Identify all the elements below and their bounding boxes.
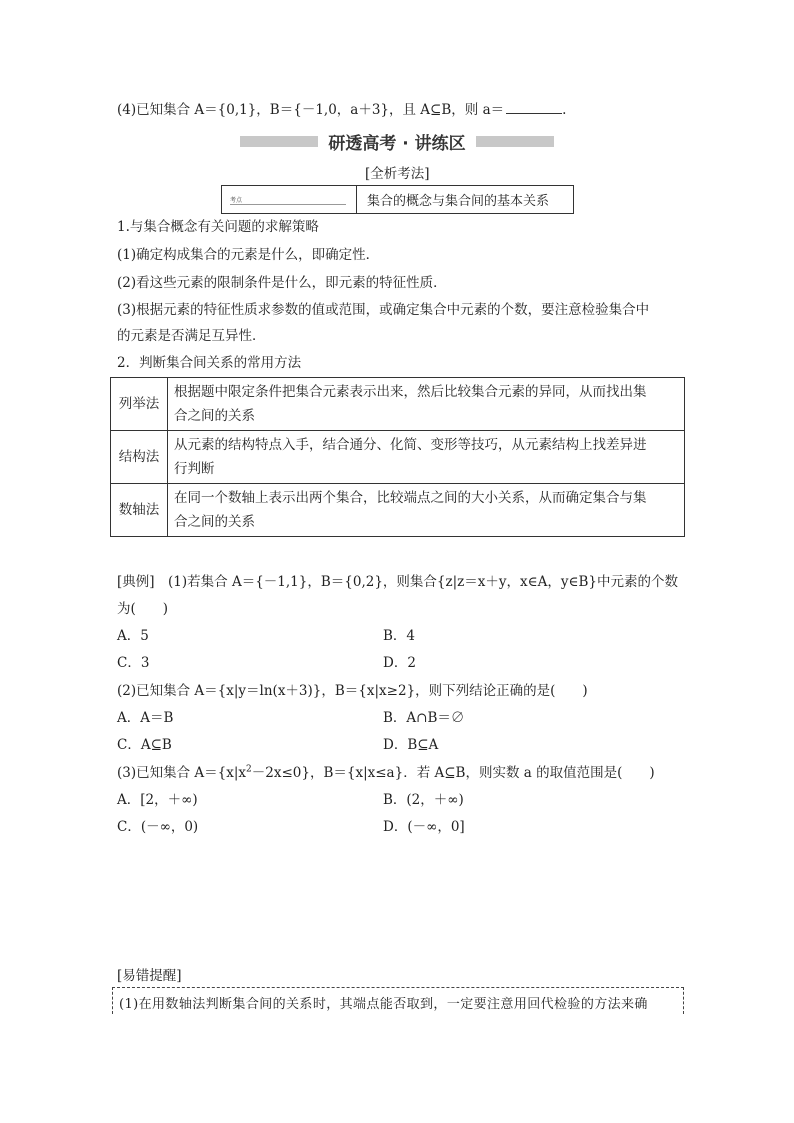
part1-heading: 1.与集合概念有关问题的求解策略 (117, 219, 319, 235)
warning-box (112, 987, 684, 1014)
part1-item-3: (3)根据元素的特征性质求参数的值或范围，或确定集合中元素的个数，要注意检验集合中 (117, 302, 650, 318)
method-name: 结构法 (111, 431, 168, 484)
q3-text-post: －2x≤0}，B＝{x|x≤a}．若 A⊆B，则实数 a 的取值范围是( ) (251, 765, 655, 781)
example-q3 (117, 761, 655, 781)
topic-box-left (222, 186, 357, 213)
q1-option-a: A．5 (117, 628, 149, 644)
method-desc (168, 378, 685, 431)
method-desc-line: 在同一个数轴上表示出两个集合，比较端点之间的大小关系，从而确定集合与集 (174, 490, 647, 506)
intro-question (117, 98, 566, 118)
q2-option-d: D．B⊆A (383, 737, 439, 753)
section-banner (240, 130, 554, 152)
method-desc-line: 合之间的关系 (174, 408, 255, 424)
topic-box-rule (230, 204, 346, 205)
example-q2: (2)已知集合 A＝{x|y＝ln(x＋3)}，B＝{x|x≥2}，则下列结论正确的是( ) (117, 683, 588, 699)
topic-title: 集合的概念与集合间的基本关系 (367, 194, 550, 209)
intro-question-text: (4)已知集合 A＝{0,1}，B＝{－1,0，a＋3}，且 A⊆B，则 a＝ (117, 102, 505, 118)
table-row (111, 378, 685, 431)
banner-bar-left (240, 136, 318, 147)
section-tag: [全析考法] (365, 166, 430, 182)
q3-option-d: D．(－∞，0] (383, 819, 465, 835)
part1-item-1: (1)确定构成集合的元素是什么，即确定性． (117, 247, 380, 263)
topic-box (221, 185, 574, 214)
part1-item-3-cont: 的元素是否满足互异性． (117, 328, 266, 344)
methods-table (110, 377, 685, 537)
q3-exponent: 2 (246, 764, 252, 775)
banner-bar-right (476, 136, 554, 147)
example-q1-cont: 为( ) (117, 601, 169, 617)
q1-option-b: B．4 (383, 628, 416, 644)
table-row (111, 484, 685, 537)
part2-heading: 2．判断集合间关系的常用方法 (117, 355, 302, 371)
method-desc (168, 431, 685, 484)
q3-option-a: A．[2，＋∞) (117, 792, 198, 808)
answer-blank (506, 101, 562, 114)
q1-option-d: D．2 (383, 655, 416, 671)
warning-heading: [易错提醒] (117, 968, 182, 984)
method-desc-line: 行判断 (174, 461, 215, 477)
q2-option-b: B．A∩B＝∅ (383, 710, 465, 726)
method-desc (168, 484, 685, 537)
example-q1: [典例] (1)若集合 A＝{－1,1}，B＝{0,2}，则集合{z|z＝x＋y，x∈A，y∈B}中元素的个数 (117, 574, 679, 590)
topic-box-label: 考点 (230, 197, 243, 204)
q3-text-pre: (3)已知集合 A＝{x|x (117, 765, 247, 781)
q3-option-b: B．(2，＋∞) (383, 792, 464, 808)
table-row (111, 431, 685, 484)
q1-option-c: C．3 (117, 655, 150, 671)
part1-item-2: (2)看这些元素的限制条件是什么，即元素的特征性质． (117, 275, 447, 291)
banner-title: 研透高考 · 讲练区 (328, 133, 466, 154)
method-name: 列举法 (111, 378, 168, 431)
q3-option-c: C．(－∞，0) (117, 819, 199, 835)
warning-text: (1)在用数轴法判断集合间的关系时，其端点能否取到，一定要注意用回代检验的方法来确 (119, 997, 648, 1012)
method-desc-line: 根据题中限定条件把集合元素表示出来，然后比较集合元素的异同，从而找出集 (174, 384, 647, 400)
method-desc-line: 从元素的结构特点入手，结合通分、化简、变形等技巧，从元素结构上找差异进 (174, 437, 647, 453)
method-name: 数轴法 (111, 484, 168, 537)
intro-question-end: . (562, 102, 567, 118)
q2-option-c: C．A⊆B (117, 737, 172, 753)
q2-option-a: A．A＝B (117, 710, 174, 726)
method-desc-line: 合之间的关系 (174, 514, 255, 530)
